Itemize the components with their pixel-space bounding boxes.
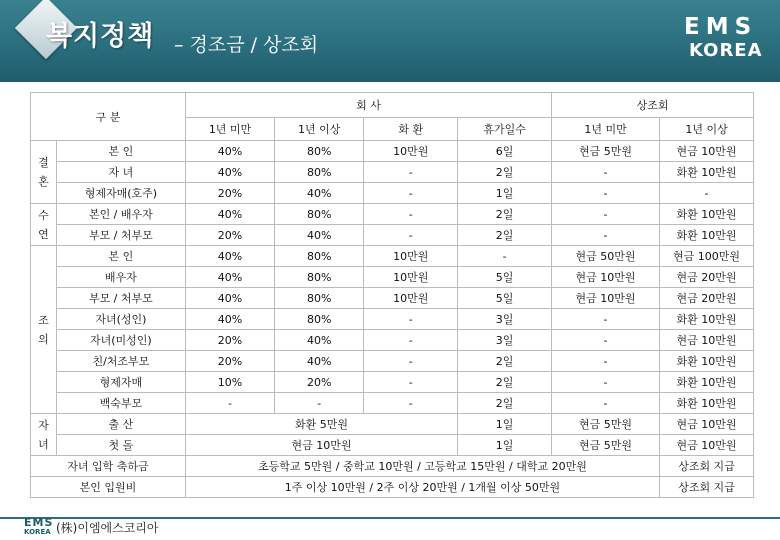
table-row: [31, 330, 754, 351]
cell: 80%: [275, 267, 364, 288]
cell: 40%: [185, 204, 274, 225]
row-label: 자녀 입학 축하금: [31, 456, 186, 477]
row-label: 출 산: [56, 414, 185, 435]
cell: -: [364, 204, 458, 225]
header-mutual: 상조회: [552, 93, 754, 118]
brand-logo-korea: KOREA: [689, 40, 763, 61]
cell: -: [458, 246, 552, 267]
cell: 80%: [275, 309, 364, 330]
cell: -: [275, 393, 364, 414]
footer-logo-ems: EMS: [24, 516, 54, 529]
subheader-cell: 화 환: [364, 118, 458, 141]
cell: -: [552, 183, 660, 204]
footer-company-name: (株)이엠에스코리아: [56, 521, 159, 535]
cell: -: [364, 393, 458, 414]
page-title: 복지정책: [46, 21, 155, 52]
cell: 현금 20만원: [660, 267, 754, 288]
subheader-cell: 휴가일수: [458, 118, 552, 141]
header-banner: [0, 0, 780, 82]
cell: 3일: [458, 330, 552, 351]
row-label: 자녀(미성인): [56, 330, 185, 351]
cell: 10만원: [364, 267, 458, 288]
row-label: 형제자매(호주): [56, 183, 185, 204]
cell: 2일: [458, 225, 552, 246]
table-row: [31, 309, 754, 330]
table-row: [31, 393, 754, 414]
row-label: 부모 / 처부모: [56, 288, 185, 309]
cell: 화환 10만원: [660, 393, 754, 414]
row-label: 본인 입원비: [31, 477, 186, 498]
cell: 40%: [185, 267, 274, 288]
cell: 1일: [458, 414, 552, 435]
cell: -: [552, 372, 660, 393]
first-bday-company-benefit: 현금 10만원: [185, 435, 457, 456]
row-label: 본인 / 배우자: [56, 204, 185, 225]
cell: 1일: [458, 435, 552, 456]
cell: 20%: [185, 183, 274, 204]
table-row: [31, 477, 754, 498]
cell: -: [552, 393, 660, 414]
cell: 화환 10만원: [660, 162, 754, 183]
cell: -: [185, 393, 274, 414]
cell: 20%: [185, 330, 274, 351]
cell: 5일: [458, 267, 552, 288]
cell: -: [364, 330, 458, 351]
cell: -: [660, 183, 754, 204]
cell: 현금 10만원: [660, 435, 754, 456]
cell: -: [364, 372, 458, 393]
cell: 40%: [275, 351, 364, 372]
header-company: 회 사: [185, 93, 551, 118]
cell: 40%: [185, 288, 274, 309]
table-row: [31, 288, 754, 309]
table-row: [31, 225, 754, 246]
row-label: 자 녀: [56, 162, 185, 183]
cell: 상조회 지급: [660, 456, 754, 477]
row-label: 자녀(성인): [56, 309, 185, 330]
cell: 현금 10만원: [552, 288, 660, 309]
row-label: 부모 / 처부모: [56, 225, 185, 246]
cell: 40%: [185, 141, 274, 162]
cell: 10만원: [364, 141, 458, 162]
cell: 20%: [185, 225, 274, 246]
group-marriage: 결 혼: [31, 141, 57, 204]
table-row: [31, 372, 754, 393]
cell: 현금 20만원: [660, 288, 754, 309]
cell: -: [552, 330, 660, 351]
row-label: 첫 돌: [56, 435, 185, 456]
school-desc: 초등학교 5만원 / 중학교 10만원 / 고등학교 15만원 / 대학교 20만원: [185, 456, 659, 477]
header-category: 구 분: [31, 93, 186, 141]
cell: 현금 5만원: [552, 435, 660, 456]
brand-logo-ems: EMS: [684, 14, 758, 40]
table-row: [31, 267, 754, 288]
table-row: [31, 183, 754, 204]
page-subtitle: – 경조금 / 상조회: [174, 34, 319, 56]
cell: 20%: [185, 351, 274, 372]
table-row: [31, 456, 754, 477]
cell: 40%: [275, 225, 364, 246]
table-row: [31, 162, 754, 183]
cell: 2일: [458, 372, 552, 393]
group-child: 자 녀: [31, 414, 57, 456]
benefits-table: [30, 92, 754, 498]
cell: 현금 5만원: [552, 141, 660, 162]
group-condolence: 조 의: [31, 246, 57, 414]
birth-company-benefit: 화환 5만원: [185, 414, 457, 435]
row-label: 형제자매: [56, 372, 185, 393]
cell: 40%: [185, 309, 274, 330]
cell: 80%: [275, 246, 364, 267]
cell: 현금 10만원: [660, 414, 754, 435]
cell: -: [552, 204, 660, 225]
cell: 1일: [458, 183, 552, 204]
row-label: 배우자: [56, 267, 185, 288]
cell: 40%: [275, 330, 364, 351]
cell: -: [552, 351, 660, 372]
cell: -: [364, 183, 458, 204]
cell: -: [552, 162, 660, 183]
row-label: 친/처조부모: [56, 351, 185, 372]
table-row: [31, 351, 754, 372]
cell: 80%: [275, 141, 364, 162]
table-row: [31, 141, 754, 162]
cell: 현금 50만원: [552, 246, 660, 267]
cell: 10만원: [364, 288, 458, 309]
table-row: [31, 246, 754, 267]
cell: 화환 10만원: [660, 204, 754, 225]
cell: 상조회 지급: [660, 477, 754, 498]
subheader-cell: 1년 미만: [552, 118, 660, 141]
cell: -: [552, 309, 660, 330]
footer-logo-korea: KOREA: [24, 528, 51, 536]
subheader-cell: 1년 미만: [185, 118, 274, 141]
cell: 40%: [185, 246, 274, 267]
hospital-desc: 1주 이상 10만원 / 2주 이상 20만원 / 1개월 이상 50만원: [185, 477, 659, 498]
subheader-cell: 1년 이상: [275, 118, 364, 141]
subheader-cell: 1년 이상: [660, 118, 754, 141]
cell: -: [364, 162, 458, 183]
cell: 현금 10만원: [660, 141, 754, 162]
cell: 10만원: [364, 246, 458, 267]
cell: 화환 10만원: [660, 309, 754, 330]
cell: -: [364, 225, 458, 246]
cell: 10%: [185, 372, 274, 393]
cell: 2일: [458, 162, 552, 183]
table-row: [31, 435, 754, 456]
cell: 2일: [458, 351, 552, 372]
cell: -: [364, 351, 458, 372]
cell: 3일: [458, 309, 552, 330]
cell: 화환 10만원: [660, 225, 754, 246]
cell: 2일: [458, 393, 552, 414]
cell: -: [364, 309, 458, 330]
cell: 80%: [275, 162, 364, 183]
cell: 2일: [458, 204, 552, 225]
cell: 현금 10만원: [660, 330, 754, 351]
cell: 20%: [275, 372, 364, 393]
cell: 화환 10만원: [660, 351, 754, 372]
cell: 현금 5만원: [552, 414, 660, 435]
cell: 40%: [185, 162, 274, 183]
cell: 80%: [275, 288, 364, 309]
row-label: 백숙부모: [56, 393, 185, 414]
cell: 6일: [458, 141, 552, 162]
cell: 현금 100만원: [660, 246, 754, 267]
cell: 화환 10만원: [660, 372, 754, 393]
cell: 5일: [458, 288, 552, 309]
cell: 40%: [275, 183, 364, 204]
cell: 현금 10만원: [552, 267, 660, 288]
table-row: [31, 204, 754, 225]
group-sixtieth: 수 연: [31, 204, 57, 246]
table-row: [31, 414, 754, 435]
footer-logo: [24, 516, 52, 538]
cell: -: [552, 225, 660, 246]
row-label: 본 인: [56, 141, 185, 162]
row-label: 본 인: [56, 246, 185, 267]
cell: 80%: [275, 204, 364, 225]
